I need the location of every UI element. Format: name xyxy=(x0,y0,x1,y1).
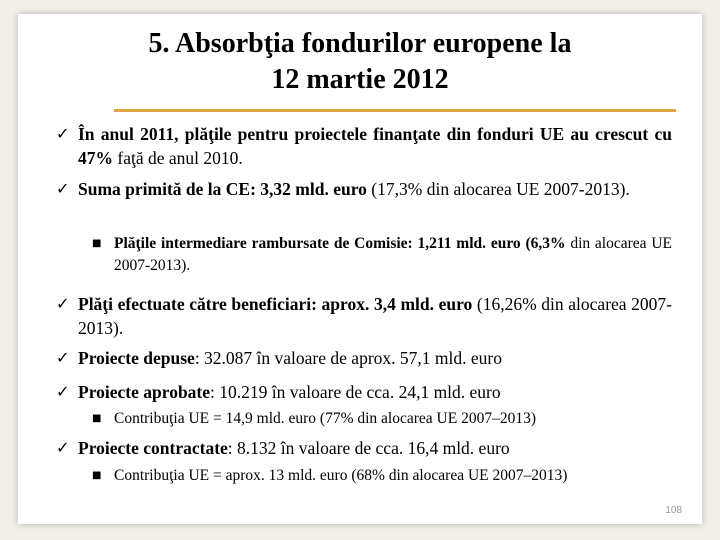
bullet-bold-text: Proiecte aprobate xyxy=(78,382,211,402)
bullet-text: Contribuţia UE = 14,9 mld. euro (77% din alocarea UE 2007–2013) xyxy=(114,410,536,427)
bullet-bold-text: În anul 2011, plăţile pentru proiectele finanţate din fonduri UE au crescut cu 47% xyxy=(78,124,672,168)
bullet-text: faţă de anul 2010. xyxy=(113,148,243,168)
bullet-text: (17,3% din alocarea UE 2007-2013). xyxy=(366,179,630,199)
subbullet-intermediate-payments xyxy=(92,233,672,277)
subbullet-eu-contribution-contracted xyxy=(92,465,672,487)
checkmark-icon: ✓ xyxy=(56,124,70,143)
title-line-1: 5. Absorbţia fondurilor europene la xyxy=(148,28,572,59)
bullet-bold-text: Suma primită de la CE: 3,32 mld. euro xyxy=(78,179,367,199)
checkmark-icon: ✓ xyxy=(56,382,70,401)
bullet-bold-text: Proiecte depuse xyxy=(78,348,195,368)
bullet-payments-2011 xyxy=(56,122,672,170)
bullet-beneficiary-payments xyxy=(56,292,672,340)
bullet-projects-submitted xyxy=(56,346,672,370)
bullet-ce-amount xyxy=(56,177,672,201)
checkmark-icon: ✓ xyxy=(56,294,70,313)
bullet-text: : 10.219 în valoare de cca. 24,1 mld. euro xyxy=(210,382,501,402)
checkmark-icon: ✓ xyxy=(56,179,70,198)
bullet-projects-contracted xyxy=(56,436,672,460)
square-bullet-icon: ■ xyxy=(92,470,102,481)
bullet-text: (16,26% din alocarea 2007-2013). xyxy=(78,294,672,338)
bullet-projects-approved xyxy=(56,380,672,404)
bullet-text: din alocarea UE 2007-2013). xyxy=(114,235,672,274)
bullet-bold-text: Proiecte contractate xyxy=(78,438,228,458)
bullet-text: Contribuţia UE = aprox. 13 mld. euro (68% din alocarea UE 2007–2013) xyxy=(114,467,568,484)
bullet-text: : 8.132 în valoare de cca. 16,4 mld. euro xyxy=(227,438,510,458)
checkmark-icon: ✓ xyxy=(56,438,70,457)
square-bullet-icon: ■ xyxy=(92,413,102,424)
bullet-bold-text: Plăţi efectuate către beneficiari: aprox. 3,4 mld. euro xyxy=(78,294,473,314)
bullet-list xyxy=(18,14,702,524)
title-line-2: 12 martie 2012 xyxy=(271,64,449,95)
page-number: 108 xyxy=(665,505,682,516)
slide xyxy=(18,14,702,524)
subbullet-eu-contribution-approved xyxy=(92,408,672,430)
checkmark-icon: ✓ xyxy=(56,348,70,367)
bullet-text: : 32.087 în valoare de aprox. 57,1 mld. euro xyxy=(194,348,502,368)
bullet-bold-text: Plăţile intermediare rambursate de Comisie: 1,211 mld. euro (6,3% xyxy=(114,235,566,252)
square-bullet-icon: ■ xyxy=(92,238,102,249)
